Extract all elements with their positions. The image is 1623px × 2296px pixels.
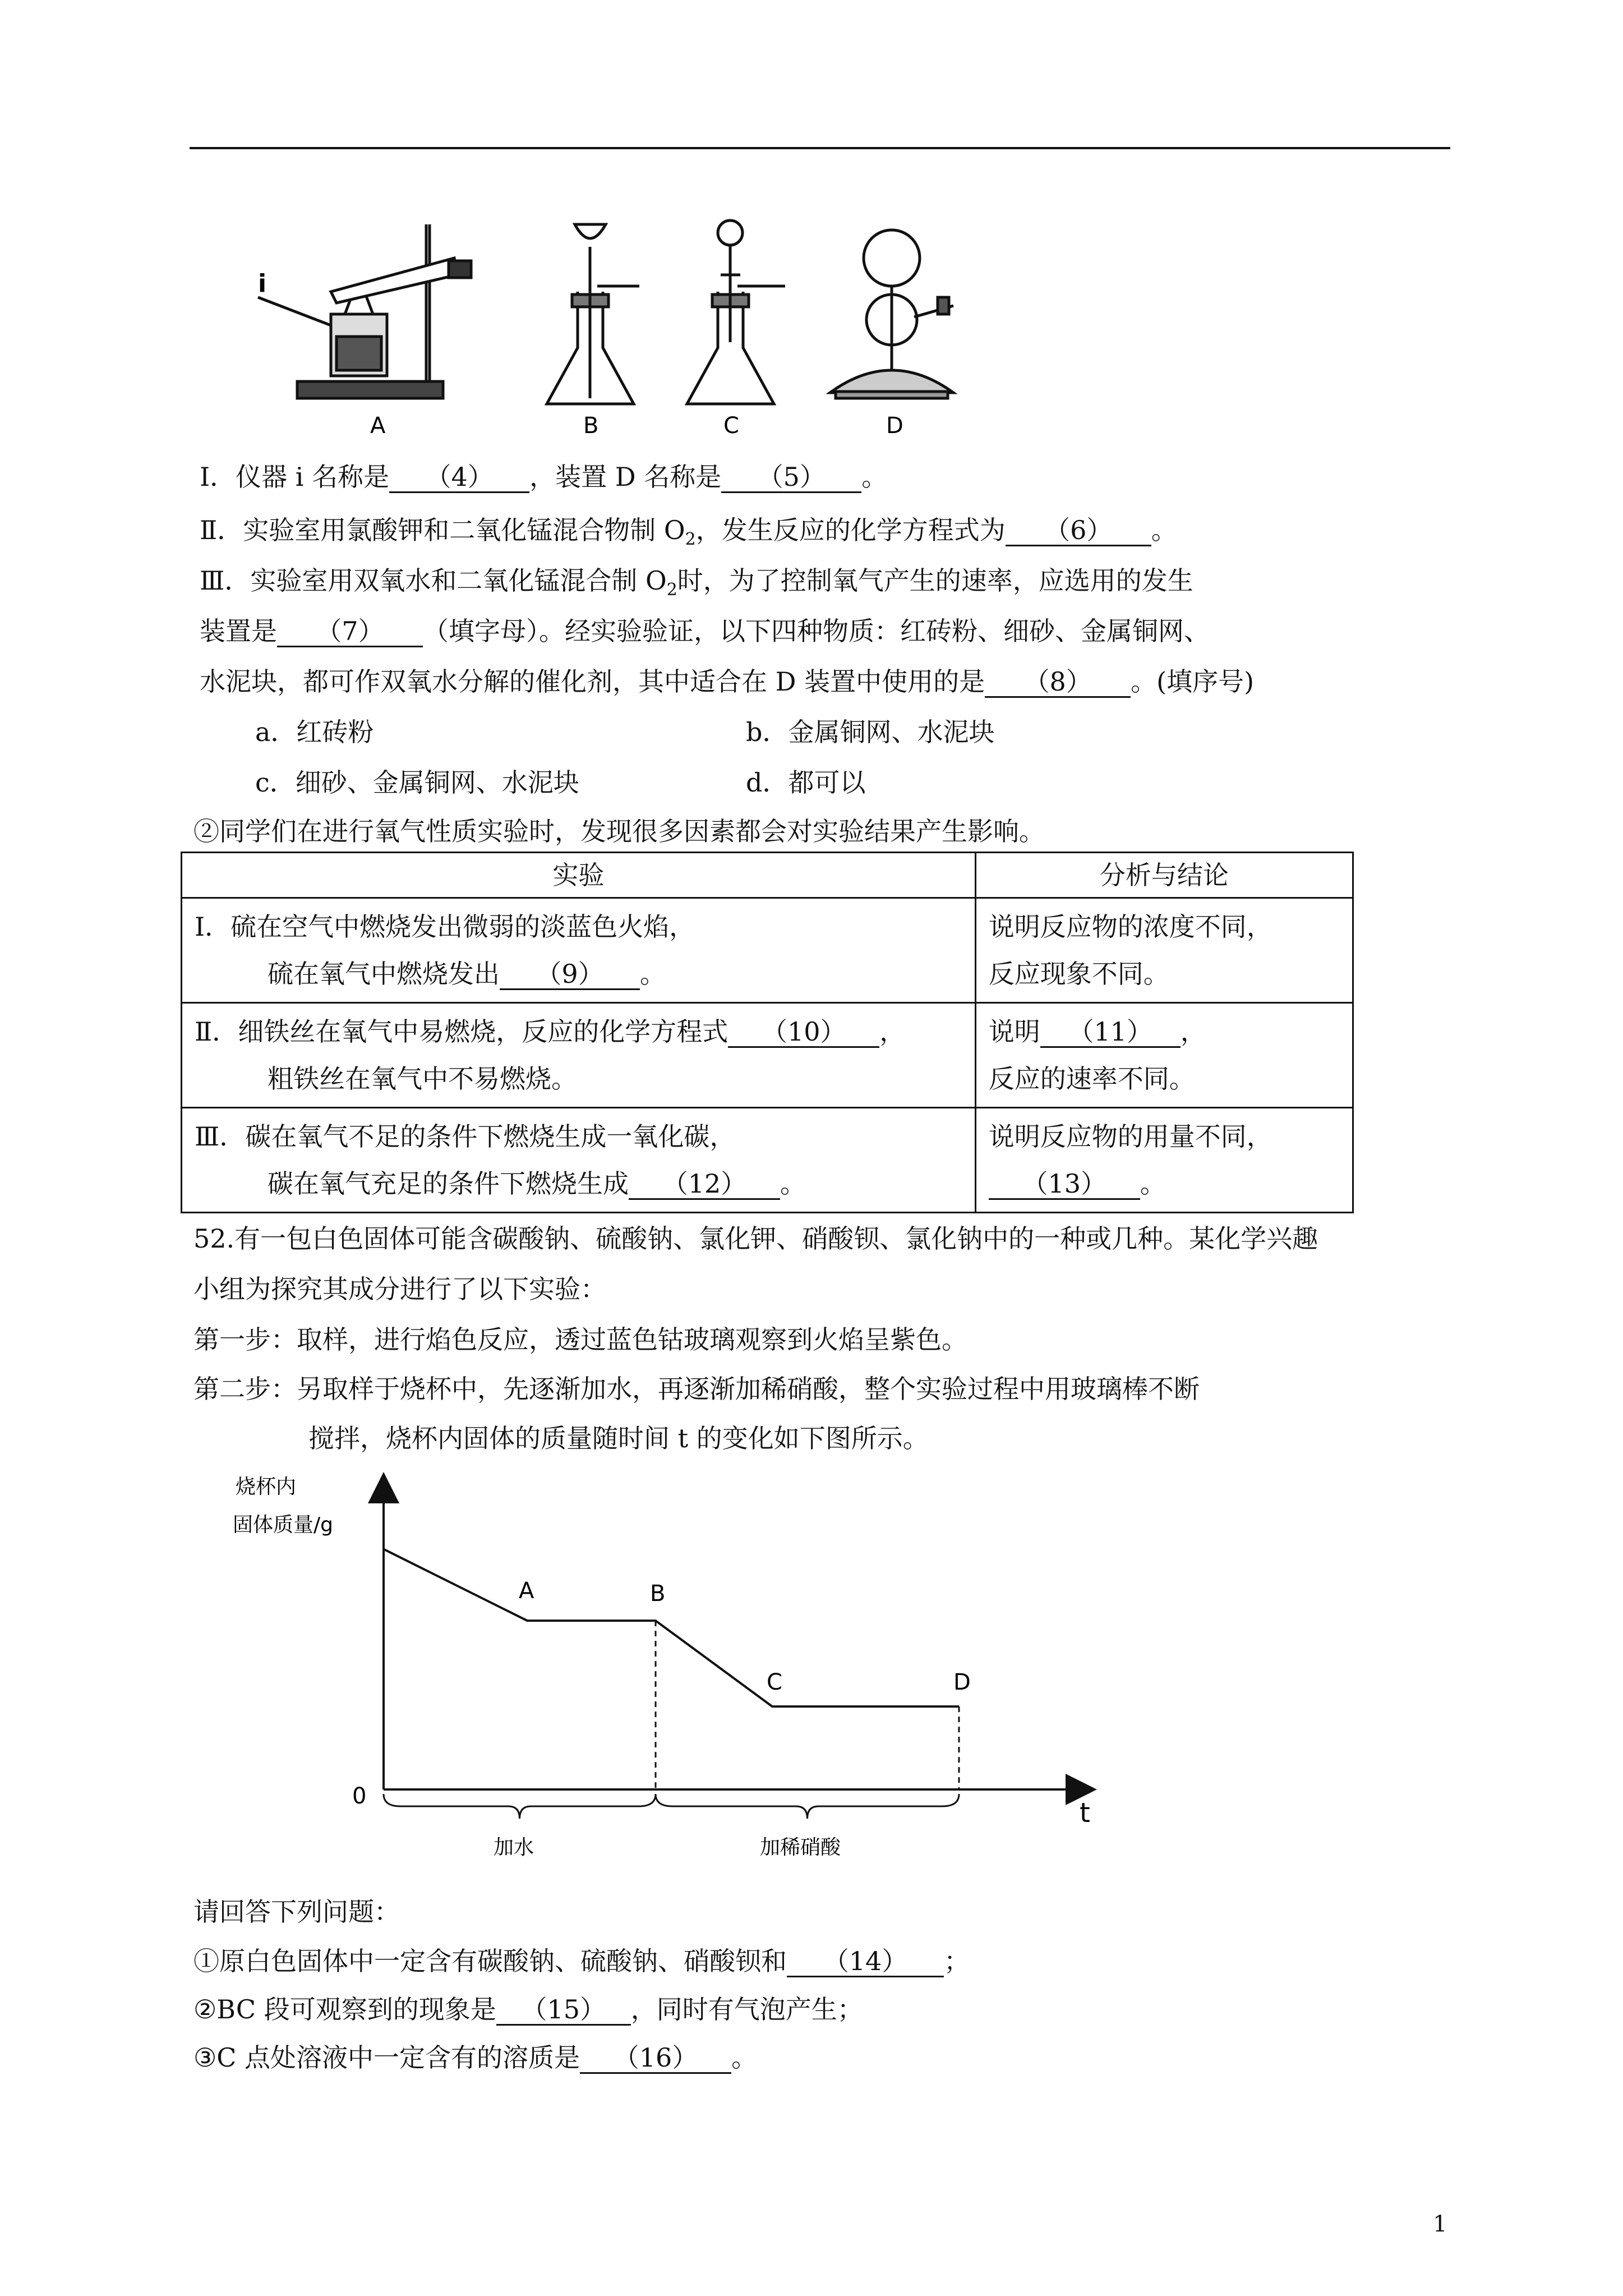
q52-line2: 小组为探究其成分进行了以下实验： xyxy=(193,1274,606,1304)
option-a[interactable]: a．红砖粉 xyxy=(255,717,374,747)
q52-line1: 52.有一包白色固体可能含碳酸钠、硫酸钠、氯化钾、硝酸钡、氯化钠中的一种或几种。某化学兴趣 xyxy=(193,1223,1318,1254)
label-A: A xyxy=(370,413,386,438)
q52-line3: 第一步：取样，进行焰色反应，透过蓝色钴玻璃观察到火焰呈紫色。 xyxy=(193,1324,967,1355)
table-header-row xyxy=(182,853,1353,898)
point-label-D: D xyxy=(953,1669,971,1696)
table-row: Ⅰ．硫在空气中燃烧发出微弱的淡蓝色火焰， 硫在氧气中燃烧发出 （9） 。 说明反应物的浓度不同， 反应现象不同。 xyxy=(182,898,1353,1003)
blank-16[interactable]: （16） xyxy=(580,2043,731,2074)
blank-4[interactable]: （4） xyxy=(389,462,529,493)
blank-10[interactable]: （10） xyxy=(728,1017,879,1048)
answer-2: ②BC 段可观察到的现象是 （15） ，同时有气泡产生； xyxy=(193,1994,863,2024)
blank-11[interactable]: （11） xyxy=(1040,1017,1181,1048)
blank-6[interactable]: （6） xyxy=(1006,516,1151,546)
blank-15[interactable]: （15） xyxy=(496,1995,631,2026)
header-experiment: 实验 xyxy=(182,853,976,898)
mass-time-chart xyxy=(213,1458,1166,1885)
label-D: D xyxy=(886,413,903,438)
brace-acid xyxy=(656,1794,959,1819)
label-B: B xyxy=(583,413,599,438)
header-analysis: 分析与结论 xyxy=(975,853,1353,898)
blank-14[interactable]: （14） xyxy=(787,1947,944,1977)
point-label-A: A xyxy=(519,1578,534,1604)
question-III-line2: 装置是 （7） （填字母）。经实验验证，以下四种物质：红砖粉、细砂、金属铜网、 xyxy=(200,616,1210,646)
experiment-table xyxy=(181,852,1354,1213)
point-label-C: C xyxy=(767,1669,782,1696)
brace-water xyxy=(384,1794,656,1819)
q52-line4: 第二步：另取样于烧杯中，先逐渐加水，再逐渐加稀硝酸，整个实验过程中用玻璃棒不断 xyxy=(193,1374,1200,1404)
page-number: 1 xyxy=(1433,2211,1447,2237)
pointer-i-label: i xyxy=(258,269,267,298)
blank-7[interactable]: （7） xyxy=(277,616,423,647)
table-row: Ⅲ．碳在氧气不足的条件下燃烧生成一氧化碳， 碳在氧气充足的条件下燃烧生成 （12） 。 说明反应物的用量不同， （13） 。 xyxy=(182,1108,1353,1213)
y-axis-label-line1: 烧杯内 xyxy=(236,1475,297,1498)
answer-1: ①原白色固体中一定含有碳酸钠、硫酸钠、硝酸钡和 （14） ； xyxy=(193,1946,970,1976)
questions-intro: 请回答下列问题： xyxy=(193,1897,400,1927)
mass-line xyxy=(384,1549,959,1707)
option-d[interactable]: d．都可以 xyxy=(746,767,866,798)
question-III-line3: 水泥块，都可作双氧水分解的催化剂，其中适合在 D 装置中使用的是 （8） 。(填序号) xyxy=(200,666,1255,697)
option-b[interactable]: b．金属铜网、水泥块 xyxy=(746,717,995,747)
blank-13[interactable]: （13） xyxy=(989,1169,1140,1200)
point-label-B: B xyxy=(650,1581,666,1607)
phase-label-water: 加水 xyxy=(494,1836,534,1859)
q52-line5: 搅拌，烧杯内固体的质量随时间 t 的变化如下图所示。 xyxy=(308,1423,929,1453)
blank-8[interactable]: （8） xyxy=(985,667,1131,698)
x-axis-label: t xyxy=(1080,1797,1090,1829)
blank-5[interactable]: （5） xyxy=(721,462,861,493)
table-row: Ⅱ．细铁丝在氧气中易燃烧，反应的化学方程式 （10） ， 粗铁丝在氧气中不易燃烧。 说明 （11） ， 反应的速率不同。 xyxy=(182,1003,1353,1108)
y-axis-label-line2: 固体质量/g xyxy=(233,1513,333,1536)
answer-3: ③C 点处溶液中一定含有的溶质是 （16） 。 xyxy=(193,2042,758,2073)
part2-intro: ②同学们在进行氧气性质实验时，发现很多因素都会对实验结果产生影响。 xyxy=(193,816,1045,846)
question-II: Ⅱ．实验室用氯酸钾和二氧化锰混合物制 $O_2$，发生反应的化学方程式为 （6） 。 xyxy=(200,515,1177,549)
question-I: Ⅰ．仪器 i 名称是 （4） ，装置 D 名称是 （5） 。 xyxy=(200,462,888,492)
question-III-line1: Ⅲ．实验室用双氧水和二氧化锰混合制 $O_2$时，为了控制氧气产生的速率，应选用的发生 xyxy=(200,565,1193,600)
label-C: C xyxy=(723,413,739,438)
header-rule xyxy=(190,147,1450,149)
origin-label: 0 xyxy=(352,1783,367,1809)
blank-9[interactable]: （9） xyxy=(500,959,640,990)
option-c[interactable]: c．细砂、金属铜网、水泥块 xyxy=(255,767,579,798)
blank-12[interactable]: （12） xyxy=(629,1169,780,1200)
apparatus-figure xyxy=(247,213,1077,438)
phase-label-acid: 加稀硝酸 xyxy=(760,1836,841,1859)
